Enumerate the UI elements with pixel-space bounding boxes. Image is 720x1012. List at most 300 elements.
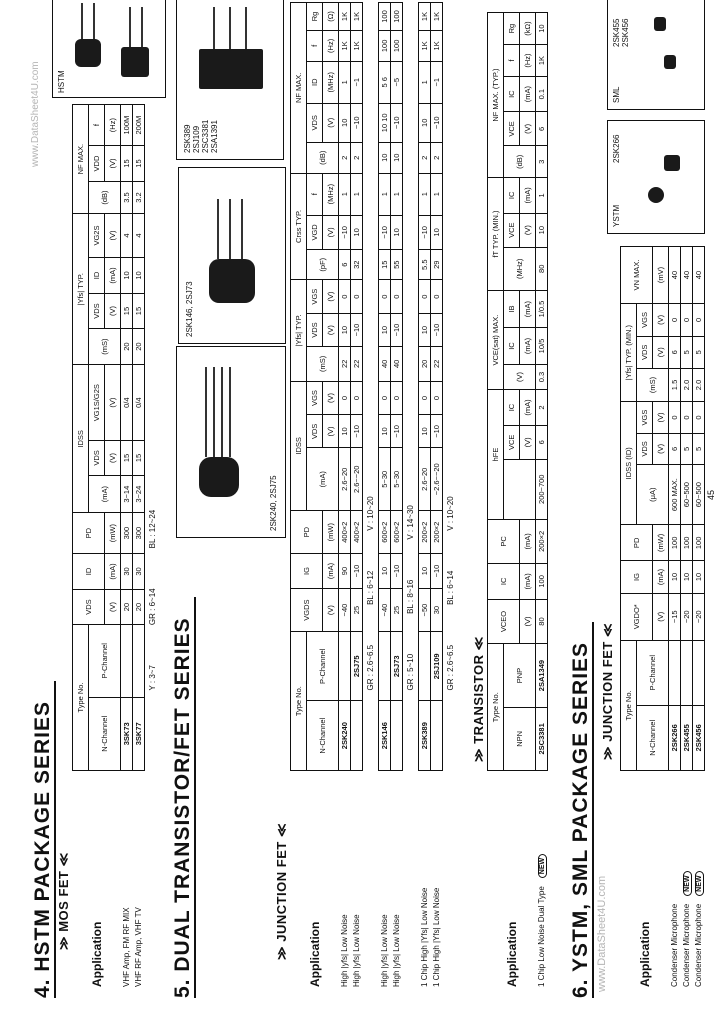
- column-group-header: NF MAX. (TYP.): [488, 13, 504, 178]
- table-row: [339, 3, 351, 989]
- value-cell: 200×2: [419, 511, 431, 554]
- value-cell: 10: [681, 561, 693, 593]
- application-text: Condenser Microphone: [681, 903, 691, 987]
- watermark: www.DataSheet4U.com: [30, 61, 41, 167]
- value-cell: 5: [681, 336, 693, 368]
- hstm-package-image: [52, 0, 166, 98]
- application-text: VHF Amp, FM RF MIX: [122, 907, 131, 987]
- value-cell: 1: [379, 173, 391, 215]
- lead: [221, 367, 223, 457]
- column-group-header: Type No.: [291, 632, 307, 771]
- table-row: [133, 105, 145, 989]
- lead: [129, 7, 131, 47]
- value-cell: 15: [133, 146, 145, 182]
- value-cell: 1: [339, 61, 351, 103]
- value-cell: 600×2: [391, 511, 403, 554]
- column-header: IC: [504, 328, 520, 365]
- value-cell: 2: [536, 390, 548, 426]
- value-cell: 0: [339, 381, 351, 415]
- column-header: VGS: [307, 381, 323, 415]
- value-cell: −10: [351, 554, 363, 589]
- value-cell: 22: [431, 347, 443, 382]
- application-text: High |yfs| Low Noise: [380, 914, 389, 987]
- column-group-header: NF MAX.: [73, 105, 89, 214]
- spacer: [363, 771, 379, 989]
- transistor-body: [664, 55, 676, 69]
- new-badge: NEW: [695, 871, 704, 895]
- value-cell: −10: [391, 554, 403, 589]
- type-number: 2SK455: [681, 705, 693, 770]
- column-unit: (V): [520, 112, 536, 146]
- column-unit: (mS): [89, 328, 121, 364]
- column-group-header: |Yfs| TYP.: [73, 214, 89, 365]
- column-header: VCE: [504, 112, 520, 146]
- application-text: High |yfs| Low Noise: [340, 914, 349, 987]
- column-header: VGS: [307, 280, 323, 314]
- package-label: 2SK240, 2SJ75: [269, 475, 278, 531]
- table-row: [536, 13, 548, 989]
- junction-fet-subtitle: ≫ JUNCTION FET ≪: [274, 822, 289, 960]
- column-unit: (mA): [520, 328, 536, 365]
- value-cell: 2: [419, 142, 431, 173]
- column-group-header: hFE: [488, 390, 504, 519]
- value-cell: 5: [693, 433, 705, 464]
- value-cell: −10: [351, 314, 363, 347]
- transistor-body: [664, 155, 680, 171]
- dual-package-image-c: [176, 0, 284, 160]
- value-cell: 10: [121, 257, 133, 293]
- column-header: Rg: [307, 3, 323, 31]
- package-label: 2SK146, 2SJ73: [185, 281, 194, 337]
- column-header: IB: [504, 290, 520, 327]
- value-cell: 1K: [431, 3, 443, 31]
- column-unit: (kΩ): [520, 13, 536, 45]
- value-cell: 0: [419, 381, 431, 415]
- column-header: IC: [488, 564, 520, 600]
- value-cell: 0: [351, 280, 363, 314]
- value-cell: −10: [419, 215, 431, 250]
- value-cell: −15: [669, 593, 681, 640]
- column-header: PD: [621, 525, 653, 561]
- application-header: Application: [621, 771, 669, 989]
- application-cell: [391, 771, 403, 989]
- column-group-header: Type No.: [488, 644, 504, 771]
- table-row: [391, 3, 403, 989]
- value-cell: 1K: [419, 30, 431, 61]
- column-header: VGDS: [291, 588, 323, 632]
- value-cell: 10: [379, 554, 391, 589]
- lead: [141, 7, 143, 47]
- column-header: VG1S/G2S: [89, 365, 105, 441]
- value-cell: −10: [431, 415, 443, 448]
- value-cell: 0: [419, 280, 431, 314]
- column-header: NPN: [504, 707, 536, 770]
- value-cell: 100: [536, 564, 548, 600]
- type-number: 2SK146: [379, 701, 391, 771]
- type-number: 2SC3381: [536, 707, 548, 770]
- lead: [93, 3, 95, 39]
- value-cell: 300: [133, 513, 145, 553]
- column-unit: (V): [520, 213, 536, 247]
- column-header: VGS: [637, 304, 653, 337]
- column-unit: (mW): [105, 513, 121, 553]
- value-cell: 1K: [431, 30, 443, 61]
- value-cell: 0.1: [536, 76, 548, 112]
- value-cell: 90: [339, 554, 351, 589]
- value-cell: 10: [536, 13, 548, 45]
- section-4-title: 4. HSTM PACKAGE SERIES: [32, 681, 56, 998]
- transistor-body: [75, 39, 101, 67]
- value-cell: 20: [133, 590, 145, 625]
- value-cell: 0.3: [536, 364, 548, 390]
- hstm-mos-fet-table: [72, 104, 160, 988]
- value-cell: −10: [431, 554, 443, 589]
- value-cell: 6: [536, 425, 548, 459]
- table-row: [669, 247, 681, 989]
- type-number: [351, 701, 363, 771]
- column-header: VDS: [89, 441, 105, 476]
- value-cell: 4: [121, 214, 133, 257]
- application-header: Application: [488, 771, 536, 989]
- value-cell: 0: [431, 280, 443, 314]
- value-cell: 0: [431, 381, 443, 415]
- column-header: VCE: [504, 213, 520, 247]
- sip-package-body: [199, 49, 263, 89]
- value-cell: 100M: [121, 105, 133, 146]
- type-number: 2SK389: [419, 701, 431, 771]
- type-number: [391, 701, 403, 771]
- value-cell: 10: [133, 257, 145, 293]
- column-header: PNP: [504, 644, 536, 707]
- type-number: [121, 624, 133, 697]
- column-header: VCEO: [488, 599, 520, 644]
- value-cell: 3~14: [121, 475, 133, 513]
- value-cell: −10: [351, 415, 363, 448]
- lead: [213, 367, 215, 457]
- column-unit: (V): [323, 381, 339, 415]
- column-header: P-Channel: [89, 624, 121, 697]
- sml-junction-fet-subtitle: ≫ JUNCTION FET ≪: [600, 622, 615, 760]
- value-cell: 1/0.5: [536, 290, 548, 327]
- type-number: 2SJ73: [391, 632, 403, 701]
- column-unit: (μA): [637, 464, 669, 525]
- value-cell: 29: [431, 250, 443, 280]
- value-cell: 6: [536, 112, 548, 146]
- value-cell: 10: [379, 314, 391, 347]
- rank-cell: [145, 105, 161, 771]
- value-cell: 2: [351, 142, 363, 173]
- column-unit: (V): [653, 402, 669, 434]
- sml-package-image: [607, 0, 705, 110]
- spacer: [403, 771, 419, 989]
- application-text: VHF RF Amp, VHF TV: [134, 907, 143, 987]
- value-cell: 5~30: [379, 448, 391, 511]
- value-cell: 200×2: [431, 511, 443, 554]
- rank-label: BL : 6~14: [446, 570, 455, 605]
- value-cell: 20: [133, 328, 145, 364]
- value-cell: 10: [419, 554, 431, 589]
- column-unit: (MHz): [504, 247, 536, 290]
- dual-fet-package-image-a: [176, 346, 286, 538]
- column-group-header: IDSS (ID): [621, 402, 637, 525]
- application-cell: [133, 771, 145, 989]
- value-cell: 40: [391, 347, 403, 382]
- value-cell: 0/4: [133, 365, 145, 441]
- lead: [245, 7, 247, 49]
- value-cell: 0: [681, 304, 693, 337]
- value-cell: 20: [419, 347, 431, 382]
- application-cell: [379, 771, 391, 989]
- column-header: ID: [89, 257, 105, 293]
- column-header: VN MAX.: [621, 247, 653, 304]
- transistor-body: [121, 47, 149, 77]
- dual-fet-package-image-b: [178, 167, 286, 344]
- value-cell: −2.6~−20: [431, 448, 443, 511]
- transistor-can: [209, 259, 255, 303]
- value-cell: 15: [133, 294, 145, 329]
- column-unit: (Hz): [520, 45, 536, 77]
- application-header: Application: [291, 771, 339, 989]
- application-header: Application: [73, 771, 121, 989]
- column-unit: (V): [323, 215, 339, 250]
- column-unit: (V): [504, 364, 536, 390]
- sml-types-label: 2SK455 2SK456: [612, 18, 630, 47]
- column-group-header: Type No.: [73, 624, 89, 770]
- transistor-body: [648, 187, 664, 203]
- value-cell: 1.5: [669, 368, 681, 401]
- value-cell: 22: [339, 347, 351, 382]
- value-cell: −10: [391, 415, 403, 448]
- column-group-header: IDSS: [291, 381, 307, 510]
- page-number: 45: [706, 489, 716, 500]
- value-cell: 10: [693, 561, 705, 593]
- lead: [213, 7, 215, 49]
- rank-label: BL : 6~12: [366, 570, 375, 605]
- type-number: [419, 632, 431, 701]
- rank-row: [403, 3, 419, 989]
- type-number: 2SK456: [693, 705, 705, 770]
- column-unit: (Ω): [323, 3, 339, 31]
- value-cell: 10: [351, 215, 363, 250]
- column-header: IG: [621, 561, 653, 593]
- value-cell: 1: [391, 173, 403, 215]
- value-cell: −40: [339, 588, 351, 632]
- table-row: [431, 3, 443, 989]
- application-text: 1 Chip High |Yfs| Low Noise: [432, 887, 441, 987]
- value-cell: −5: [391, 61, 403, 103]
- value-cell: 1K: [339, 3, 351, 31]
- value-cell: 55: [391, 250, 403, 280]
- rank-label: V : 10~20: [446, 496, 455, 531]
- value-cell: 80: [536, 247, 548, 290]
- column-unit: (V): [105, 146, 121, 182]
- value-cell: 1K: [536, 45, 548, 77]
- value-cell: −1: [431, 61, 443, 103]
- column-unit: (mA): [89, 475, 121, 513]
- value-cell: 1: [351, 173, 363, 215]
- value-cell: 2.6~20: [339, 448, 351, 511]
- column-unit: (mA): [520, 290, 536, 327]
- column-unit: (mW): [323, 511, 339, 554]
- value-cell: 15: [121, 294, 133, 329]
- value-cell: 10: [379, 415, 391, 448]
- value-cell: −50: [419, 588, 431, 632]
- type-number: [133, 624, 145, 697]
- column-group-header: Crss TYP.: [291, 173, 307, 280]
- column-header: VCE: [504, 425, 520, 459]
- value-cell: 400×2: [339, 511, 351, 554]
- column-unit: [504, 459, 536, 519]
- value-cell: 10: [339, 314, 351, 347]
- value-cell: 0/4: [121, 365, 133, 441]
- column-unit: (mA): [520, 564, 536, 600]
- table-row: [379, 3, 391, 989]
- type-number: 2SA1349: [536, 644, 548, 707]
- rank-label: Y : 3~7: [148, 665, 157, 691]
- column-group-header: |Yfs| TYP. (MIN.): [621, 304, 637, 402]
- value-cell: 1: [339, 173, 351, 215]
- column-header: VDS: [73, 590, 105, 625]
- column-unit: (mW): [653, 525, 669, 561]
- application-cell: [536, 771, 548, 989]
- value-cell: −10: [431, 314, 443, 347]
- value-cell: 25: [351, 588, 363, 632]
- value-cell: 100: [379, 30, 391, 61]
- value-cell: −10: [391, 103, 403, 142]
- value-cell: 2.0: [693, 368, 705, 401]
- column-unit: (mA): [520, 76, 536, 112]
- column-group-header: Type No.: [621, 640, 637, 770]
- type-number: 2SK266: [669, 705, 681, 770]
- column-unit: (mA): [323, 554, 339, 589]
- column-unit: (V): [323, 588, 339, 632]
- transistor-body: [654, 17, 666, 31]
- value-cell: 15: [121, 441, 133, 476]
- type-number: [339, 632, 351, 701]
- column-unit: (mA): [105, 257, 121, 293]
- value-cell: 80: [536, 599, 548, 644]
- application-text: 1 Chip Low Noise Dual Type: [536, 886, 546, 987]
- value-cell: 1: [431, 173, 443, 215]
- column-unit: (dB): [89, 181, 121, 213]
- column-unit: (dB): [504, 146, 536, 178]
- value-cell: 0: [391, 381, 403, 415]
- column-group-header: NF MAX.: [291, 3, 307, 174]
- package-label: 2SK389 2SJ109 2SC3381 2SA1391: [183, 119, 219, 153]
- rank-label: GR : 5~10: [406, 653, 415, 691]
- value-cell: 10/5: [536, 328, 548, 365]
- value-cell: −10: [339, 215, 351, 250]
- column-header: VGDO*: [621, 593, 653, 640]
- value-cell: 10: [339, 103, 351, 142]
- table-row: [351, 3, 363, 989]
- column-header: PC: [488, 519, 520, 563]
- value-cell: 100: [379, 3, 391, 31]
- column-group-header: VCE(sat) MAX.: [488, 290, 504, 389]
- column-header: VDS: [637, 336, 653, 368]
- value-cell: −40: [379, 588, 391, 632]
- column-unit: (mS): [637, 368, 669, 401]
- column-header: PD: [73, 513, 105, 553]
- column-group-header: |Yfs| TYP.: [291, 280, 307, 381]
- value-cell: 10: [419, 415, 431, 448]
- column-unit: (V): [323, 415, 339, 448]
- column-header: N-Channel: [307, 701, 339, 771]
- value-cell: 0: [379, 280, 391, 314]
- column-unit: (mA): [520, 178, 536, 214]
- value-cell: 0: [669, 304, 681, 337]
- column-header: IC: [504, 390, 520, 426]
- value-cell: 400×2: [351, 511, 363, 554]
- ystm-sml-junction-fet-table: [620, 246, 705, 988]
- value-cell: 6: [669, 336, 681, 368]
- column-header: VDS: [307, 415, 323, 448]
- column-unit: (pF): [307, 250, 339, 280]
- value-cell: 40: [379, 347, 391, 382]
- value-cell: 0: [351, 381, 363, 415]
- type-number: [681, 640, 693, 705]
- value-cell: 0: [669, 402, 681, 434]
- value-cell: 2.6~−20: [351, 448, 363, 511]
- value-cell: 100: [669, 525, 681, 561]
- value-cell: 2: [431, 142, 443, 173]
- column-header: PD: [291, 511, 323, 554]
- value-cell: 10: [379, 142, 391, 173]
- value-cell: 1: [419, 173, 431, 215]
- value-cell: 40: [693, 247, 705, 304]
- value-cell: 10: [419, 103, 431, 142]
- type-number: 2SJ109: [431, 632, 443, 701]
- table-row: [419, 3, 431, 989]
- value-cell: −1: [351, 61, 363, 103]
- value-cell: 5.5: [419, 250, 431, 280]
- lead: [229, 367, 231, 457]
- value-cell: 100: [693, 525, 705, 561]
- lead: [229, 199, 231, 259]
- value-cell: 3: [536, 146, 548, 178]
- column-unit: (Hz): [323, 30, 339, 61]
- column-unit: (V): [105, 590, 121, 625]
- value-cell: 6: [339, 250, 351, 280]
- column-header: IG: [291, 554, 323, 589]
- value-cell: 1K: [419, 3, 431, 31]
- value-cell: 40: [681, 247, 693, 304]
- rank-label: V : 14~30: [406, 505, 415, 540]
- column-unit: (V): [105, 294, 121, 329]
- section-5-title: 5. DUAL TRANSISTOR/FET SERIES: [172, 597, 196, 998]
- value-cell: 100: [391, 30, 403, 61]
- rank-cell: [403, 3, 419, 771]
- value-cell: 0: [681, 402, 693, 434]
- rank-label: GR : 2.6~6.5: [446, 644, 455, 691]
- value-cell: 60~500: [693, 464, 705, 525]
- application-text: Condenser Microphone: [693, 903, 703, 987]
- value-cell: 200~700: [536, 459, 548, 519]
- lead: [229, 7, 231, 49]
- column-unit: (V): [105, 365, 121, 441]
- value-cell: 0: [693, 402, 705, 434]
- application-text: Condenser Microphone: [670, 903, 679, 987]
- value-cell: 1K: [339, 30, 351, 61]
- dual-transistor-table: [487, 12, 548, 988]
- value-cell: 22: [351, 347, 363, 382]
- value-cell: 5~30: [391, 448, 403, 511]
- column-header: IC: [504, 76, 520, 112]
- column-unit: (V): [323, 280, 339, 314]
- ystm-package-image: [607, 120, 705, 234]
- value-cell: 1: [536, 178, 548, 214]
- hstm-label: HSTM: [57, 70, 66, 93]
